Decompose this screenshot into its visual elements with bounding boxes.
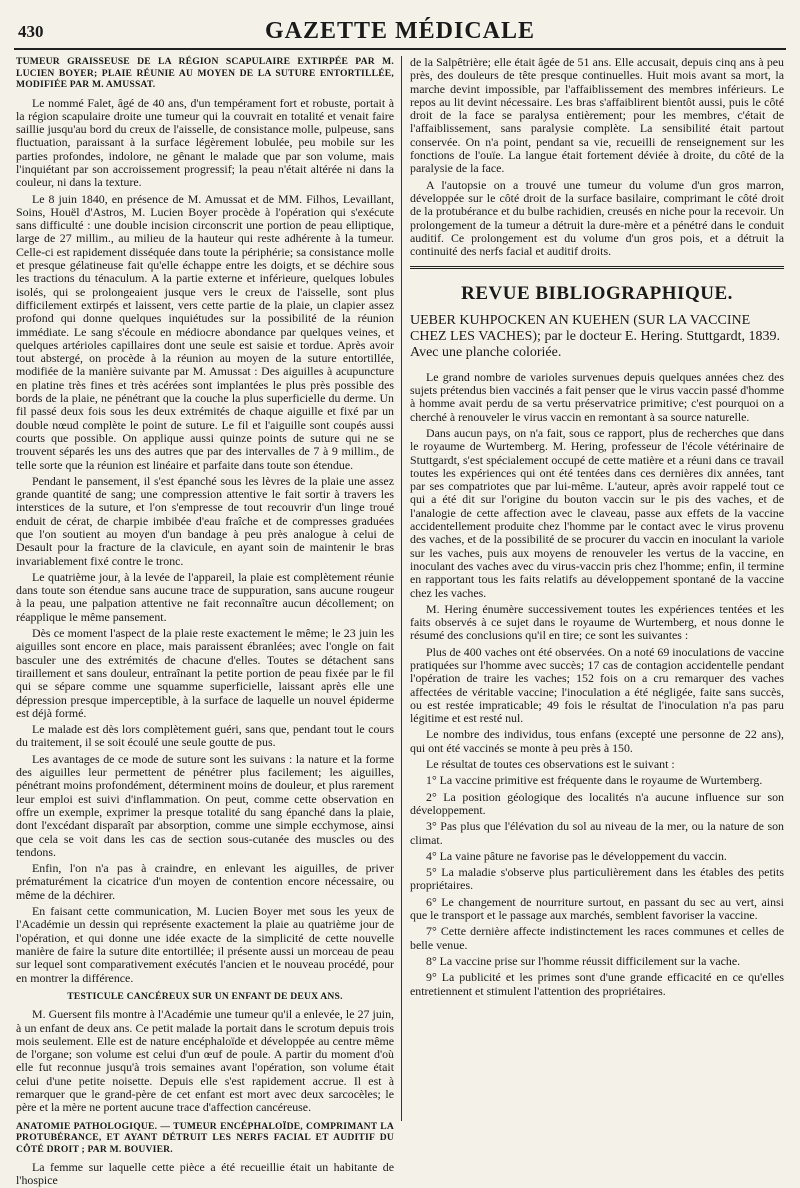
paragraph: Dans aucun pays, on n'a fait, sous ce rapport, plus de recherches que dans le royaume de Wurtemberg. M. Hering, professeur de l'école vétérinaire de Stuttgardt, s'est spécialement occupé de cette matière et a réuni dans ce travail toutes les expériences qui ont été tentées dans ces dernières dix années, tant par ses compatriotes que par lui-même. L'auteur, après avoir rappelé tout ce qui a été dit sur l'origine du bouton vaccin sur le pis des vaches, et de l'analogie de cette affection avec le claveau, passe aux effets de la vaccine accidentellement produite chez l'homme par le contact avec le virus provenu des vaches, et de la possibilité de se procurer du vaccin en inoculant la variole sur les vaches, puis aux moyens de renouveler les vertus de la vaccine, en inoculant des vaches avec du virus-vaccin pris chez l'homme; enfin, il termine en rapportant tous les faits relatifs au développement spontané de la vaccine chez les vaches. xyxy=(410,425,784,600)
page-number: 430 xyxy=(18,22,44,41)
paragraph: Plus de 400 vaches ont été observées. On a noté 69 inoculations de vaccine pratiquées sur l'homme avec succès; 17 cas de contagion accidentelle pendant l'opération de traire les vaches; 152 fois on a cru remarquer des vaches affectées de véritable vaccine; l'inoculation a été négligée, faite sans succès, ou est restée impraticable; 49 fois le résultat de l'inoculation n'a pas paru légitime et est resté nul. xyxy=(410,644,784,726)
tumeur-title: TUMEUR GRAISSEUSE DE LA RÉGION SCAPULAIRE EXTIRPÉE PAR M. LUCIEN BOYER; PLAIE RÉUNIE AU MOYEN DE LA SUTURE ENTORTILLÉE, MODIFIÉE PAR M. AMUSSAT. xyxy=(16,56,394,90)
paragraph: M. Hering énumère successivement toutes les expériences tentées et les faits observés à ce sujet dans le royaume de Wurtemberg, et nous donne le résumé des conclusions qu'il en tire; ce sont les suivantes : xyxy=(410,601,784,643)
revue-body xyxy=(410,371,784,772)
list-item: 2° La position géologique des localités n'a aucune influence sur son développement. xyxy=(410,789,784,817)
paragraph: En faisant cette communication, M. Lucien Boyer met sous les yeux de l'Académie un dessin qui représente exactement la plaie au quatrième jour de l'opération, et qui donne une idée exacte de la simplicité de cette nouvelle manière de faire la suture dite entortillée; il présente aussi un morceau de peau sur lequel sont comparativement exécutés l'ancien et le nouveau procédé, pour en montrer la différence. xyxy=(16,904,394,985)
paragraph: Dès ce moment l'aspect de la plaie reste exactement le même; le 23 juin les aiguilles sont encore en place, mais paraissent ébranlées; avec l'ongle on fait basculer une des extrémités de chacune d'elles. Toutes se détachent sans tiraillement et sans douleur, entraînant la petite portion de peau fixée par le fil qui se sépare comme une squamme superficielle, laissant après elle une dépression presque imperceptible, à la surface de laquelle un nouvel épiderme est déjà formé. xyxy=(16,626,394,720)
paragraph: Pendant le pansement, il s'est épanché sous les lèvres de la plaie une assez grande quantité de sang; une compression attentive le fait sortir à travers les interstices de la suture, et l'on s'empresse de tout recouvrir d'un linge troué enduit de cérat, de charpie imbibée d'eau fraîche et de compresses graduées que l'on soutient au moyen d'un bandage à peu près analogue à celui de Desault pour la fracture de la clavicule, en ayant soin de maintenir le bras invariablement fixé contre le tronc. xyxy=(16,473,394,568)
list-item: 7° Cette dernière affecte indistinctement les races communes et celles de belle venue. xyxy=(410,924,784,952)
list-item: 1° La vaccine primitive est fréquente dans le royaume de Wurtemberg. xyxy=(426,773,763,788)
list-item: 8° La vaccine prise sur l'homme réussit difficilement sur la vache. xyxy=(426,953,741,968)
list-item: 5° La maladie s'observe plus particulièrement dans les étables des petits propriétaires. xyxy=(410,865,784,893)
column-divider xyxy=(401,56,402,1121)
paragraph: Le grand nombre de varioles survenues depuis quelques années chez des sujets prétendus bien vaccinés a fait penser que le virus vaccin passé d'homme à homme avait perdu de sa vertu préservatrice primitive; c'est pourquoi on a cherché à renouveler le virus vaccin en remontant à sa source naturelle. xyxy=(410,369,784,424)
revue-title: REVUE BIBLIOGRAPHIQUE. xyxy=(461,283,733,305)
autopsie-paragraph: A l'autopsie on a trouvé une tumeur du volume d'un gros marron, développée sur le côté droit de la surface basilaire, comprimant le côté droit de la protubérance et du bulbe rachidien, creusés en niche pour la recevoir. Un prolongement de la tumeur a détruit la dure-mère et a pénétré dans le conduit auditif. Ce prolongement est du volume d'un gros pois, et a détruit la continuité des nerfs facial et auditif droits. xyxy=(410,177,784,259)
journal-title: GAZETTE MÉDICALE xyxy=(264,18,536,44)
paragraph: Le 8 juin 1840, en présence de M. Amussat et de MM. Filhos, Levaillant, Soins, Houël d'Astros, M. Lucien Boyer procède à l'opération qui s'exécute sans difficulté : une double incision circonscrit une portion de peau elliptique, large de 27 millim., au milieu de la hauteur qui reste adhérente à la tumeur. Celle-ci est rapidement disséquée dans toute la périphérie; sa consistance molle et presque gélatineuse fait qu'elle échappe entre les doigts, et se déchire sous les tractions du ténaculum. A la partie externe et inférieure, quelques lobules isolés, qui se prolongeaient jusque vers le creux de l'aisselle, sont plus difficilement extirpés et laissent, vers cette partie de la plaie, un clapier assez profond qui donne quelques inquiétudes sur la possibilité de la réunion immédiate. Le sang s'écoule en médiocre abondance par quelques veines, et quelques artérioles capillaires dont une seule est saisie et tordue. Après avoir tout abstergé, on procède à la réunion au moyen de la suture entortillée, modifiée de la manière suivante par M. Amussat : Des aiguilles à acupuncture en platine très fines et très acérées sont implantées le plus près possible des bords de la plaie, ne pénétrant que la couche la plus superficielle du derme. Un fil passé deux fois sous les deux extrémités de chaque aiguille et fixé par un double nœud complète le point de suture. Le fil et l'aiguille sont coupés aussi courts que possible. On applique aussi quinze points de suture qui ne se trouvent séparés les uns des autres que par des intervalles de 7 à 9 millim., de telle sorte que la réunion est linéaire et parfaite dans toute son étendue. xyxy=(16,191,394,472)
list-item: 3° Pas plus que l'élévation du sol au niveau de la mer, ou la nature de son climat. xyxy=(410,819,784,847)
page-header xyxy=(14,14,786,50)
book-title: UEBER KUHPOCKEN AN KUEHEN (SUR LA VACCINE CHEZ LES VACHES); par le docteur E. Hering. Stuttgardt, 1839. Avec une planche coloriée. xyxy=(410,312,781,360)
left-column xyxy=(16,56,394,1188)
paragraph: Le nommé Falet, âgé de 40 ans, d'un tempérament fort et robuste, portait à la région scapulaire droite une tumeur qui la couvrait en totalité et venait faire saillie jusqu'au bord du creux de l'aisselle, de consistance molle, pulpeuse, sans fluctuation, paraissant à la surface légèrement lobulée, peu mobile sur les parties profondes, indolore, ne gênant le malade que par son volume, mais l'inquiétant par son accroissement progressif; la peau n'était altérée ni dans la couleur, ni dans la texture. xyxy=(16,95,394,190)
list-item: 9° La publicité et les primes sont d'une grande efficacité en ce qu'elles entretiennent et stimulent l'attention des propriétaires. xyxy=(410,970,784,998)
continuation-paragraph: de la Salpêtrière; elle était âgée de 51 ans. Elle accusait, depuis cinq ans à peu près, des douleurs de tête presque continuelles. Huit mois avant sa mort, la marche devint impossible, par l'affaiblissement des membres inférieurs. Le repos au lit devint nécessaire. Les bras s'affaiblirent bientôt aussi, puis le côté droit de la face se paralysa entièrement; pour les membres, c'était de l'affaiblissement, sans paralysie complète. La sensibilité était partout conservée. On n'a point, pendant sa vie, recueilli de renseignement sur les fonctions de l'ouïe. La langue était fortement déviée à droite, du côté de la paralysie de la face. xyxy=(410,55,784,176)
paragraph: Enfin, l'on n'a pas à craindre, en enlevant les aiguilles, de priver prématurément la cicatrice d'un moyen de contention encore nécessaire, ou même de la déchirer. xyxy=(16,861,394,902)
paragraph: Le quatrième jour, à la levée de l'appareil, la plaie est complètement réunie dans toute son étendue sans aucune trace de suppuration, sans aucune rougeur à la peau, une palpation attentive ne fait reconnaître aucun décollement; on réapplique le même pansement. xyxy=(16,569,394,624)
right-column xyxy=(410,56,784,1121)
conclusions-list xyxy=(410,774,784,997)
paragraph: Le nombre des individus, tous enfans (excepté une personne de 22 ans), qui ont été vaccinés se monte à peu près à 150. xyxy=(410,727,784,755)
paragraph: Le résultat de toutes ces observations est le suivant : xyxy=(426,757,675,772)
testicule-paragraph: M. Guersent fils montre à l'Académie une tumeur qu'il a enlevée, le 27 juin, à un enfant de deux ans. Ce petit malade la portait dans le scrotum depuis trois mois seulement. Elle est de nature encéphaloïde et développée au centre même de l'organe; son volume est celui d'un œuf de poule. A partir du moment d'où elle fut reconnue jusqu'à trois semaines avant l'opération, son volume était celui d'une petite noisette. Depuis elle s'est rapidement accrue. Il est à remarquer que le grand-père de cet enfant est mort avec deux sarcocèles; le père et la mère ne portent aucune trace d'affection cancéreuse. xyxy=(16,1007,394,1115)
list-item: 6° Le changement de nourriture surtout, en passant du sec au vert, ainsi que le transport et le passage aux marchés, semblent favoriser la vaccine. xyxy=(410,894,784,923)
tumeur-body xyxy=(16,97,394,985)
paragraph: Le malade est dès lors complètement guéri, sans que, pendant tout le cours du traitement, il se soit écoulé une seule goutte de pus. xyxy=(16,722,394,750)
anatomie-paragraph: La femme sur laquelle cette pièce a été recueillie était un habitante de l'hospice xyxy=(16,1160,394,1188)
anatomie-title: ANATOMIE PATHOLOGIQUE. — TUMEUR ENCÉPHALOÏDE, COMPRIMANT LA PROTUBÉRANCE, ET AYANT DÉTRUIT LES NERFS FACIAL ET AUDITIF DU CÔTÉ DROIT ; PAR M. BOUVIER. xyxy=(16,1120,394,1155)
testicule-title: TESTICULE CANCÉREUX SUR UN ENFANT DE DEUX ANS. xyxy=(67,990,343,1002)
section-divider xyxy=(410,266,784,269)
paragraph: Les avantages de ce mode de suture sont les suivans : la nature et la forme des aiguilles leur permettent de pénétrer plus facilement; les aiguilles, pénétrant moins profondément, déterminent moins de douleur, et plus rarement leur emploi est suivi d'inflammation. On peut, comme cette observation en offre un exemple, exprimer la presque totalité du sang épanché dans la plaie, dont l'excédant disparaît par absorption, comme une simple ecchymose, ainsi que cela se voit dans les cas de section sous-cutanée des muscles ou des tendons. xyxy=(16,751,394,859)
list-item: 4° La vaine pâture ne favorise pas le développement du vaccin. xyxy=(426,848,727,863)
